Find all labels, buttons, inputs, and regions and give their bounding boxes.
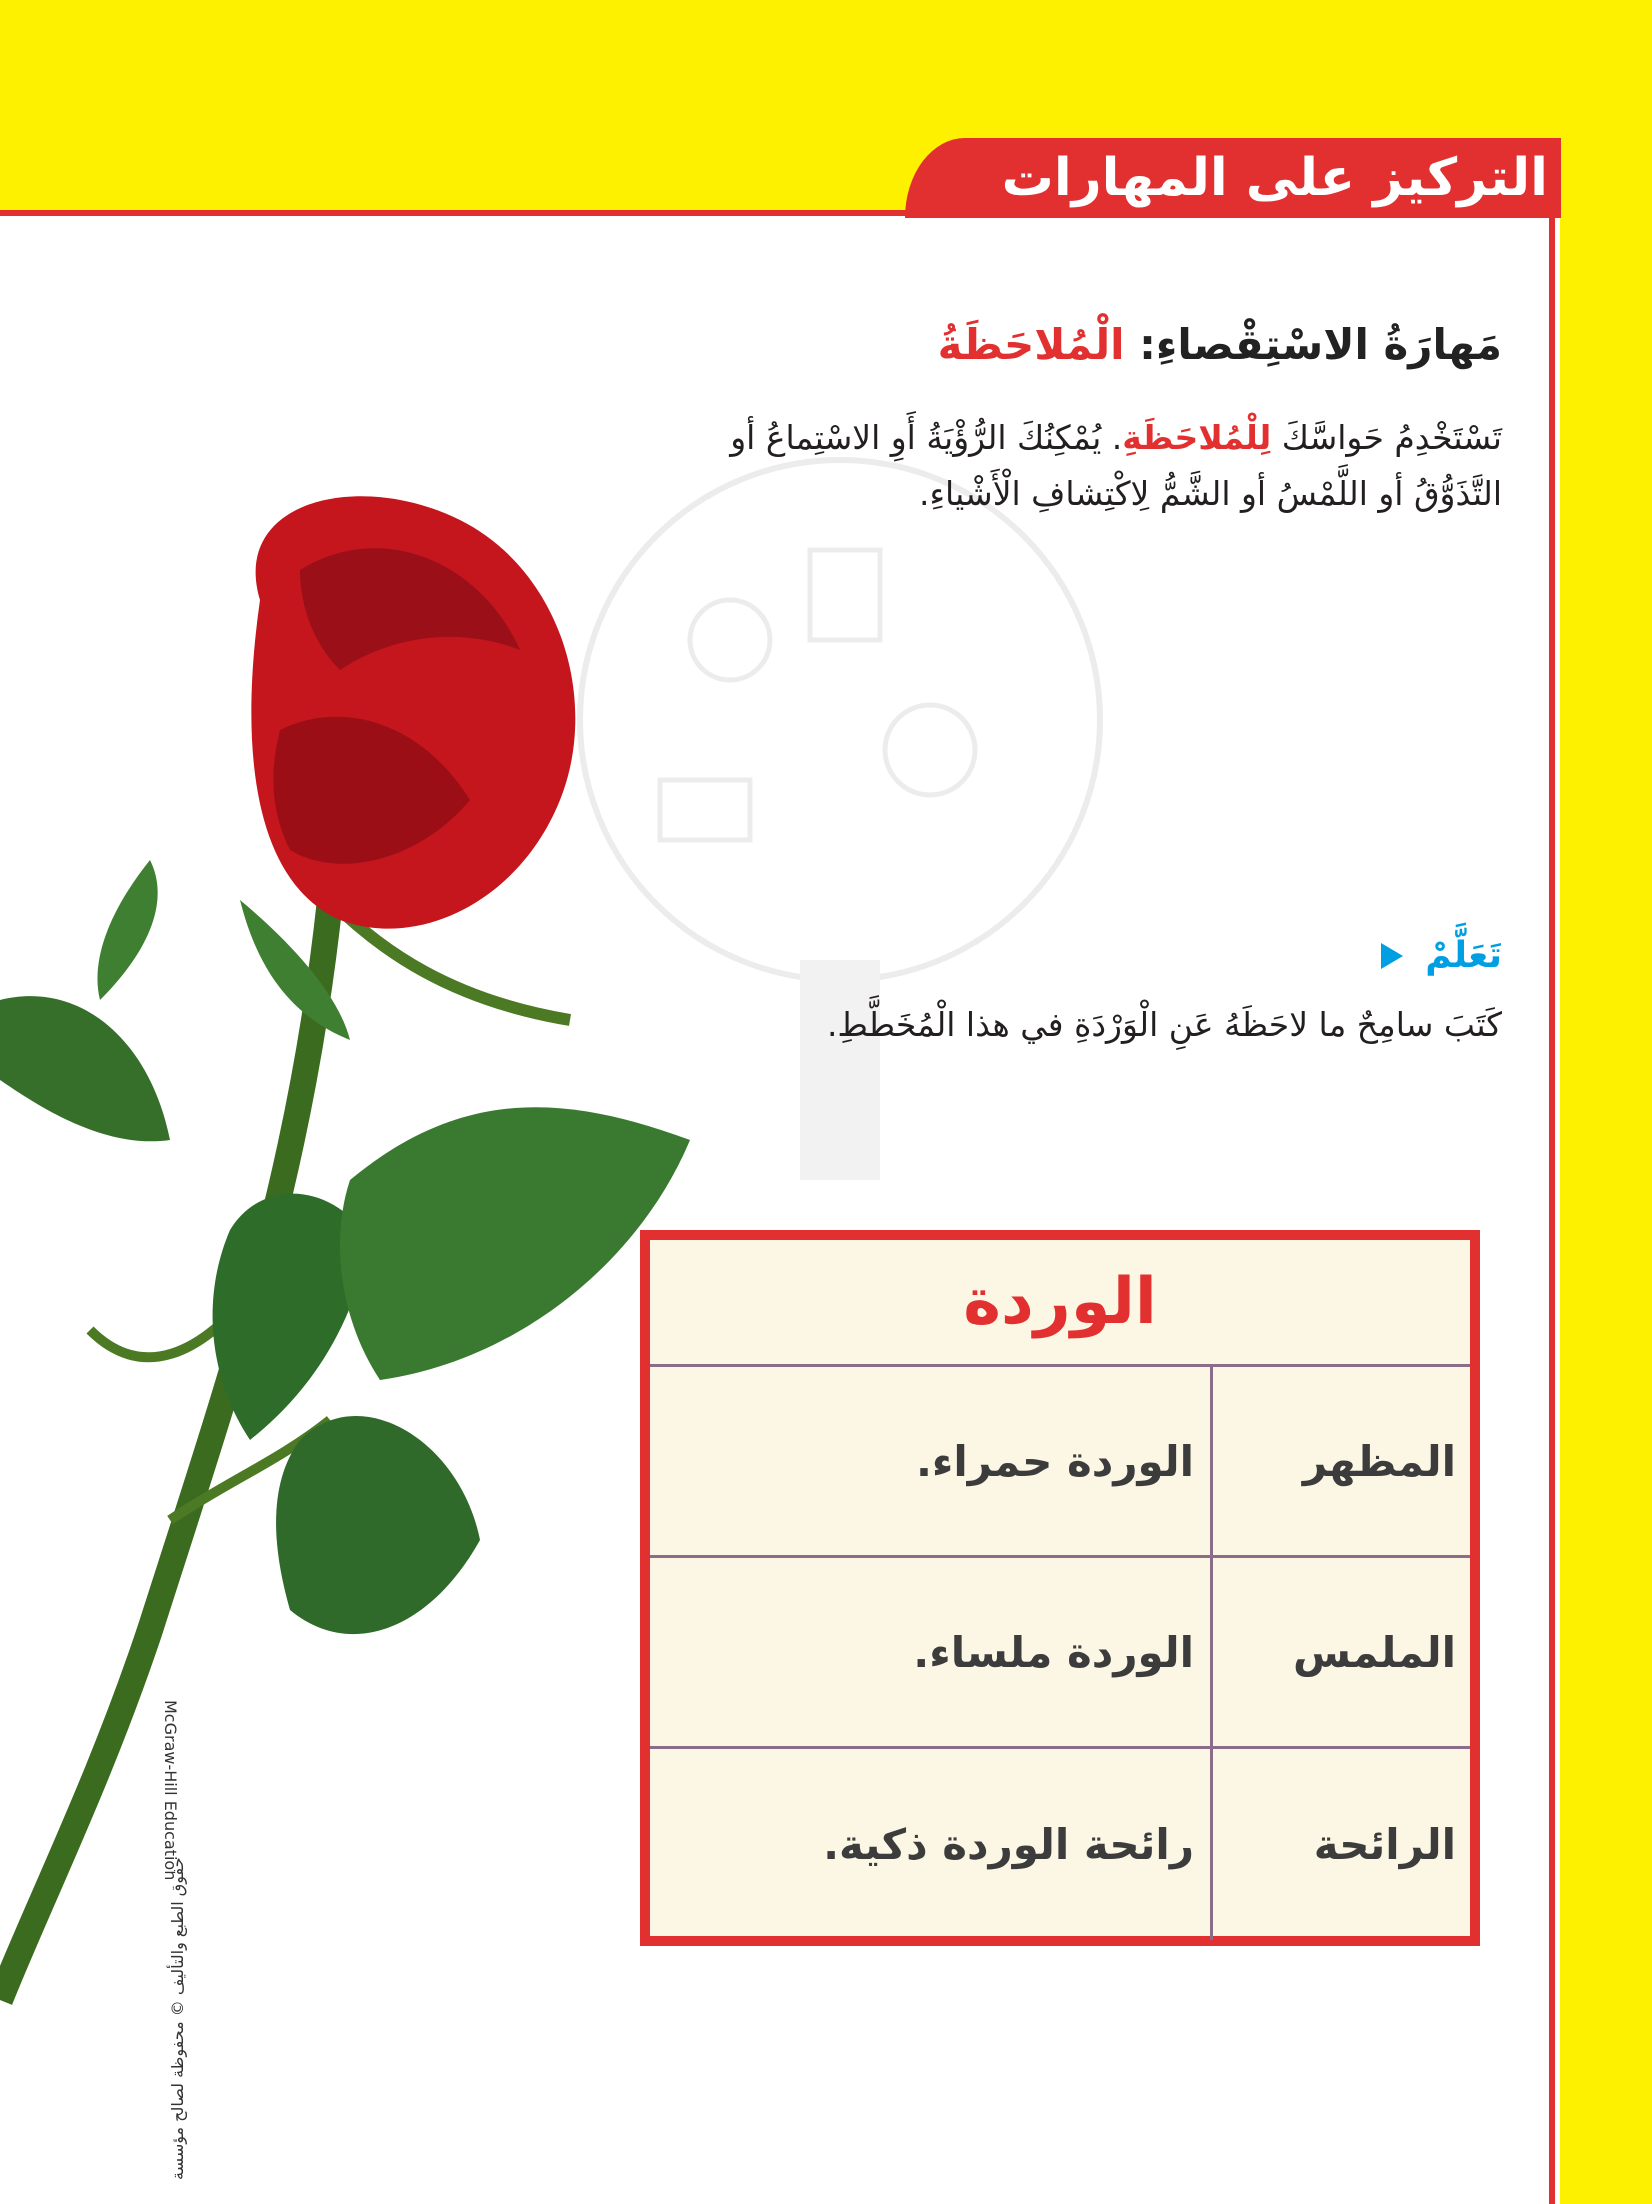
skill-body-part1: تَسْتَخْدِمُ حَواسَّكَ <box>1281 418 1502 457</box>
table-row <box>650 1749 1470 1940</box>
page-title: التركيز على المهارات <box>1001 148 1548 208</box>
row-label: الرائحة <box>1210 1749 1470 1940</box>
right-yellow-band <box>1560 0 1652 2204</box>
table-row <box>650 1558 1470 1749</box>
publisher-credit: McGraw-Hill Education <box>161 1700 180 1881</box>
row-value: الوردة حمراء. <box>915 1436 1194 1486</box>
row-label: المظهر <box>1210 1367 1470 1555</box>
skill-heading <box>938 320 1502 369</box>
learn-label: تَعَلَّمْ <box>1425 935 1502 976</box>
row-value: الوردة ملساء. <box>913 1627 1194 1677</box>
skill-body-part2: . يُمْكِنُكَ الرُّؤْيَةُ أَوِ الاسْتِماعُ أو التَّذَوُّقُ أو اللَّمْسُ أو الشَّمُّ لِاكْتِشافِ الْأَشْياءِ. <box>730 418 1502 513</box>
row-value: رائحة الوردة ذكية. <box>823 1820 1194 1869</box>
chart-title: الوردة <box>650 1240 1470 1367</box>
learn-section <box>1381 935 1502 976</box>
row-label: الملمس <box>1210 1558 1470 1746</box>
learn-instruction: كَتَبَ سامِحٌ ما لاحَظَهُ عَنِ الْوَرْدَةِ في هذا الْمُخَطَّطِ. <box>826 1005 1502 1044</box>
copyright-notice: حقوق الطبع والتأليف © محفوظة لصالح مؤسسة <box>168 1857 187 2180</box>
play-arrow-icon <box>1381 943 1403 969</box>
observation-chart <box>640 1230 1480 1946</box>
skill-heading-prefix: مَهارَةُ الاسْتِقْصاءِ: <box>1139 320 1502 369</box>
table-row <box>650 1367 1470 1558</box>
skill-body-highlight: لِلْمُلاحَظَةِ <box>1122 418 1272 457</box>
skill-heading-highlight: الْمُلاحَظَةُ <box>937 320 1125 369</box>
skill-description <box>662 410 1502 522</box>
